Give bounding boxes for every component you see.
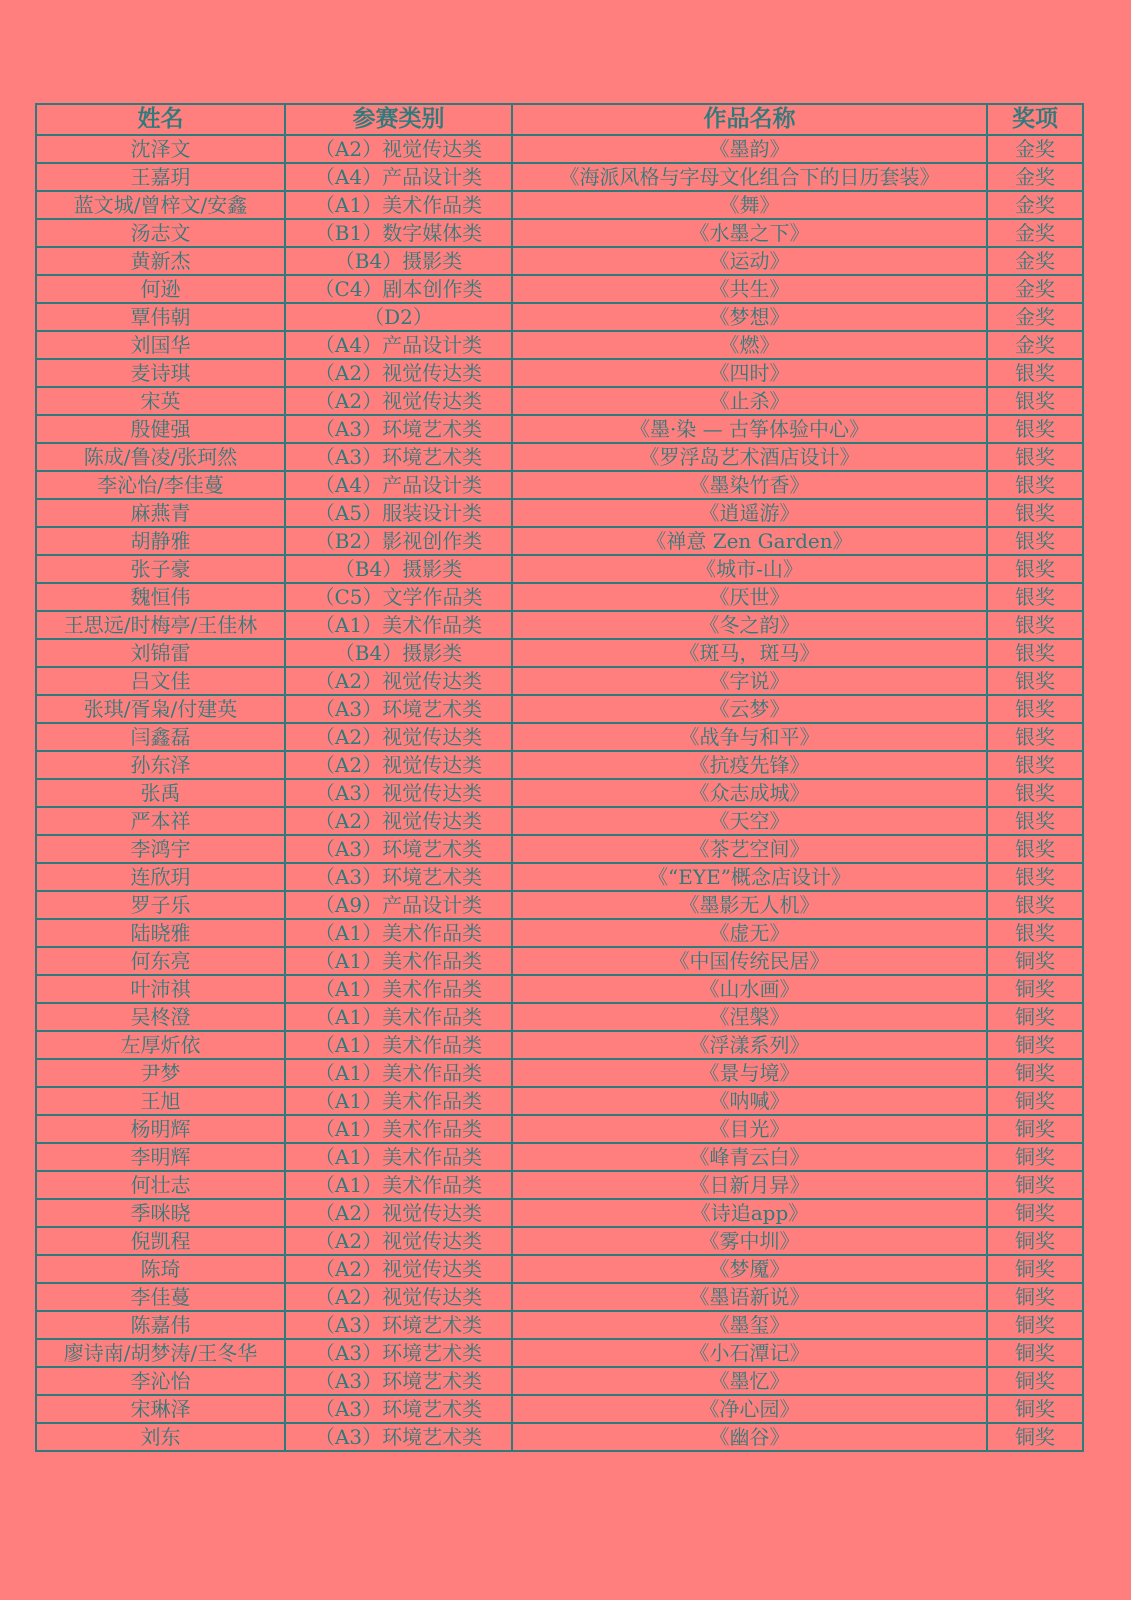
table-row (36, 667, 1083, 695)
cell-category: （B1）数字媒体类 (285, 219, 512, 247)
table-row (36, 359, 1083, 387)
cell-award: 银奖 (987, 359, 1083, 387)
cell-award: 铜奖 (987, 1199, 1083, 1227)
cell-category: （A2）视觉传达类 (285, 1255, 512, 1283)
table-row (36, 275, 1083, 303)
table-row (36, 695, 1083, 723)
cell-work: 《云梦》 (512, 695, 987, 723)
cell-work: 《罗浮岛艺术酒店设计》 (512, 443, 987, 471)
cell-award: 银奖 (987, 723, 1083, 751)
table-row (36, 891, 1083, 919)
cell-award: 金奖 (987, 247, 1083, 275)
cell-category: （A3）视觉传达类 (285, 779, 512, 807)
cell-name: 刘东 (36, 1423, 285, 1451)
cell-name: 麦诗琪 (36, 359, 285, 387)
cell-name: 覃伟朝 (36, 303, 285, 331)
cell-award: 银奖 (987, 891, 1083, 919)
cell-name: 张子豪 (36, 555, 285, 583)
table-row (36, 639, 1083, 667)
table-row (36, 527, 1083, 555)
table-row (36, 975, 1083, 1003)
cell-category: （A2）视觉传达类 (285, 1283, 512, 1311)
cell-award: 银奖 (987, 807, 1083, 835)
cell-work: 《止杀》 (512, 387, 987, 415)
table-row (36, 303, 1083, 331)
cell-work: 《幽谷》 (512, 1423, 987, 1451)
cell-category: （B4）摄影类 (285, 555, 512, 583)
cell-award: 铜奖 (987, 1143, 1083, 1171)
cell-name: 王嘉玥 (36, 163, 285, 191)
cell-award: 银奖 (987, 555, 1083, 583)
cell-category: （C5）文学作品类 (285, 583, 512, 611)
cell-work: 《墨染竹香》 (512, 471, 987, 499)
header-row (36, 104, 1083, 135)
cell-work: 《城市-山》 (512, 555, 987, 583)
cell-name: 杨明辉 (36, 1115, 285, 1143)
cell-work: 《墨·染 — 古筝体验中心》 (512, 415, 987, 443)
cell-category: （A4）产品设计类 (285, 163, 512, 191)
cell-category: （D2） (285, 303, 512, 331)
cell-award: 铜奖 (987, 1171, 1083, 1199)
cell-work: 《虚无》 (512, 919, 987, 947)
cell-award: 银奖 (987, 751, 1083, 779)
cell-category: （A1）美术作品类 (285, 1143, 512, 1171)
cell-category: （B4）摄影类 (285, 639, 512, 667)
table-row (36, 191, 1083, 219)
cell-award: 铜奖 (987, 1059, 1083, 1087)
cell-work: 《景与境》 (512, 1059, 987, 1087)
cell-work: 《逍遥游》 (512, 499, 987, 527)
cell-category: （A2）视觉传达类 (285, 751, 512, 779)
cell-award: 铜奖 (987, 1395, 1083, 1423)
cell-category: （A5）服装设计类 (285, 499, 512, 527)
cell-award: 银奖 (987, 695, 1083, 723)
cell-award: 银奖 (987, 387, 1083, 415)
cell-name: 严本祥 (36, 807, 285, 835)
cell-name: 尹梦 (36, 1059, 285, 1087)
table-row (36, 863, 1083, 891)
cell-category: （A2）视觉传达类 (285, 135, 512, 163)
cell-award: 金奖 (987, 275, 1083, 303)
cell-name: 沈泽文 (36, 135, 285, 163)
cell-award: 铜奖 (987, 1339, 1083, 1367)
table-row (36, 135, 1083, 163)
cell-work: 《“EYE”概念店设计》 (512, 863, 987, 891)
cell-name: 蓝文城/曾梓文/安鑫 (36, 191, 285, 219)
table-row (36, 1227, 1083, 1255)
cell-name: 王思远/时梅亭/王佳林 (36, 611, 285, 639)
table-row (36, 1255, 1083, 1283)
cell-award: 金奖 (987, 331, 1083, 359)
cell-category: （A9）产品设计类 (285, 891, 512, 919)
awards-table (35, 103, 1084, 1452)
table-row (36, 1003, 1083, 1031)
table-row (36, 1115, 1083, 1143)
cell-category: （A2）视觉传达类 (285, 807, 512, 835)
cell-award: 银奖 (987, 611, 1083, 639)
cell-work: 《中国传统民居》 (512, 947, 987, 975)
cell-work: 《天空》 (512, 807, 987, 835)
cell-award: 银奖 (987, 583, 1083, 611)
cell-award: 银奖 (987, 835, 1083, 863)
cell-category: （A3）环境艺术类 (285, 1339, 512, 1367)
cell-name: 刘国华 (36, 331, 285, 359)
cell-award: 银奖 (987, 639, 1083, 667)
cell-category: （A1）美术作品类 (285, 919, 512, 947)
header-work: 作品名称 (512, 104, 987, 135)
cell-name: 李明辉 (36, 1143, 285, 1171)
cell-category: （A1）美术作品类 (285, 1171, 512, 1199)
cell-name: 廖诗南/胡梦涛/王冬华 (36, 1339, 285, 1367)
cell-award: 铜奖 (987, 1227, 1083, 1255)
cell-category: （A3）环境艺术类 (285, 835, 512, 863)
cell-award: 铜奖 (987, 1087, 1083, 1115)
cell-award: 金奖 (987, 303, 1083, 331)
cell-category: （A1）美术作品类 (285, 947, 512, 975)
table-row (36, 247, 1083, 275)
cell-name: 刘锦雷 (36, 639, 285, 667)
cell-name: 宋英 (36, 387, 285, 415)
cell-category: （A1）美术作品类 (285, 191, 512, 219)
cell-name: 汤志文 (36, 219, 285, 247)
table-row (36, 163, 1083, 191)
cell-name: 闫鑫磊 (36, 723, 285, 751)
table-row (36, 471, 1083, 499)
table-header (36, 104, 1083, 135)
table-row (36, 219, 1083, 247)
cell-name: 魏恒伟 (36, 583, 285, 611)
table-row (36, 1395, 1083, 1423)
cell-award: 银奖 (987, 443, 1083, 471)
cell-award: 铜奖 (987, 1255, 1083, 1283)
cell-name: 连欣玥 (36, 863, 285, 891)
cell-work: 《茶艺空间》 (512, 835, 987, 863)
cell-name: 何壮志 (36, 1171, 285, 1199)
cell-name: 王旭 (36, 1087, 285, 1115)
cell-work: 《小石潭记》 (512, 1339, 987, 1367)
cell-work: 《目光》 (512, 1115, 987, 1143)
cell-category: （A3）环境艺术类 (285, 1423, 512, 1451)
cell-category: （A1）美术作品类 (285, 1059, 512, 1087)
cell-work: 《斑马，斑马》 (512, 639, 987, 667)
cell-award: 金奖 (987, 135, 1083, 163)
cell-category: （A3）环境艺术类 (285, 415, 512, 443)
cell-name: 何东亮 (36, 947, 285, 975)
cell-category: （A3）环境艺术类 (285, 1395, 512, 1423)
cell-name: 孙东泽 (36, 751, 285, 779)
cell-work: 《墨忆》 (512, 1367, 987, 1395)
cell-award: 金奖 (987, 163, 1083, 191)
table-row (36, 779, 1083, 807)
cell-name: 吕文佳 (36, 667, 285, 695)
cell-name: 李鸿宇 (36, 835, 285, 863)
cell-category: （A3）环境艺术类 (285, 443, 512, 471)
table-row (36, 1087, 1083, 1115)
cell-award: 银奖 (987, 667, 1083, 695)
table-row (36, 1171, 1083, 1199)
cell-award: 金奖 (987, 191, 1083, 219)
cell-work: 《诗追app》 (512, 1199, 987, 1227)
cell-category: （A2）视觉传达类 (285, 1199, 512, 1227)
cell-work: 《舞》 (512, 191, 987, 219)
table-row (36, 1367, 1083, 1395)
table-row (36, 1031, 1083, 1059)
cell-award: 铜奖 (987, 975, 1083, 1003)
table-row (36, 835, 1083, 863)
cell-work: 《冬之韵》 (512, 611, 987, 639)
cell-award: 银奖 (987, 779, 1083, 807)
cell-work: 《浮漾系列》 (512, 1031, 987, 1059)
cell-name: 陆晓雅 (36, 919, 285, 947)
cell-award: 银奖 (987, 527, 1083, 555)
header-award: 奖项 (987, 104, 1083, 135)
cell-category: （A1）美术作品类 (285, 1031, 512, 1059)
table-row (36, 1339, 1083, 1367)
cell-category: （A1）美术作品类 (285, 975, 512, 1003)
table-row (36, 1199, 1083, 1227)
cell-work: 《运动》 (512, 247, 987, 275)
cell-category: （A2）视觉传达类 (285, 667, 512, 695)
cell-category: （A3）环境艺术类 (285, 1367, 512, 1395)
cell-work: 《峰青云白》 (512, 1143, 987, 1171)
cell-work: 《抗疫先锋》 (512, 751, 987, 779)
table-row (36, 499, 1083, 527)
cell-award: 铜奖 (987, 1283, 1083, 1311)
cell-name: 李佳蔓 (36, 1283, 285, 1311)
cell-award: 铜奖 (987, 947, 1083, 975)
cell-work: 《厌世》 (512, 583, 987, 611)
cell-work: 《海派风格与字母文化组合下的日历套装》 (512, 163, 987, 191)
cell-award: 铜奖 (987, 1423, 1083, 1451)
cell-name: 何逊 (36, 275, 285, 303)
table-row (36, 751, 1083, 779)
cell-name: 陈琦 (36, 1255, 285, 1283)
cell-category: （A2）视觉传达类 (285, 723, 512, 751)
cell-name: 叶沛祺 (36, 975, 285, 1003)
cell-work: 《战争与和平》 (512, 723, 987, 751)
table-row (36, 387, 1083, 415)
cell-award: 银奖 (987, 863, 1083, 891)
table-row (36, 1143, 1083, 1171)
table-row (36, 1059, 1083, 1087)
cell-name: 宋琳泽 (36, 1395, 285, 1423)
cell-name: 麻燕青 (36, 499, 285, 527)
cell-category: （A2）视觉传达类 (285, 1227, 512, 1255)
cell-award: 银奖 (987, 471, 1083, 499)
cell-category: （A4）产品设计类 (285, 471, 512, 499)
cell-name: 李沁怡 (36, 1367, 285, 1395)
cell-work: 《呐喊》 (512, 1087, 987, 1115)
cell-work: 《众志成城》 (512, 779, 987, 807)
cell-name: 陈嘉伟 (36, 1311, 285, 1339)
cell-category: （A1）美术作品类 (285, 1003, 512, 1031)
cell-name: 陈成/鲁凌/张珂然 (36, 443, 285, 471)
cell-award: 银奖 (987, 499, 1083, 527)
cell-name: 胡静雅 (36, 527, 285, 555)
cell-work: 《涅槃》 (512, 1003, 987, 1031)
cell-category: （A1）美术作品类 (285, 611, 512, 639)
cell-category: （A3）环境艺术类 (285, 695, 512, 723)
cell-category: （B2）影视创作类 (285, 527, 512, 555)
cell-work: 《墨韵》 (512, 135, 987, 163)
cell-name: 左厚炘依 (36, 1031, 285, 1059)
cell-name: 殷健强 (36, 415, 285, 443)
cell-category: （A3）环境艺术类 (285, 1311, 512, 1339)
cell-work: 《墨影无人机》 (512, 891, 987, 919)
table-row (36, 555, 1083, 583)
table-row (36, 583, 1083, 611)
cell-work: 《字说》 (512, 667, 987, 695)
cell-work: 《水墨之下》 (512, 219, 987, 247)
cell-name: 张禹 (36, 779, 285, 807)
table-row (36, 443, 1083, 471)
table-row (36, 331, 1083, 359)
cell-award: 铜奖 (987, 1367, 1083, 1395)
cell-name: 倪凯程 (36, 1227, 285, 1255)
cell-name: 季咪晓 (36, 1199, 285, 1227)
table-row (36, 1423, 1083, 1451)
table-row (36, 611, 1083, 639)
cell-category: （A4）产品设计类 (285, 331, 512, 359)
cell-award: 银奖 (987, 415, 1083, 443)
cell-work: 《燃》 (512, 331, 987, 359)
cell-category: （A2）视觉传达类 (285, 359, 512, 387)
cell-work: 《梦魇》 (512, 1255, 987, 1283)
table-row (36, 1283, 1083, 1311)
cell-name: 吴柊澄 (36, 1003, 285, 1031)
cell-name: 李沁怡/李佳蔓 (36, 471, 285, 499)
cell-award: 铜奖 (987, 1311, 1083, 1339)
table-row (36, 807, 1083, 835)
cell-work: 《雾中圳》 (512, 1227, 987, 1255)
cell-category: （A2）视觉传达类 (285, 387, 512, 415)
cell-category: （C4）剧本创作类 (285, 275, 512, 303)
cell-work: 《墨语新说》 (512, 1283, 987, 1311)
cell-work: 《日新月异》 (512, 1171, 987, 1199)
cell-category: （A3）环境艺术类 (285, 863, 512, 891)
cell-work: 《四时》 (512, 359, 987, 387)
cell-award: 铜奖 (987, 1003, 1083, 1031)
cell-work: 《禅意 Zen Garden》 (512, 527, 987, 555)
header-name: 姓名 (36, 104, 285, 135)
cell-category: （B4）摄影类 (285, 247, 512, 275)
table-row (36, 723, 1083, 751)
table-row (36, 1311, 1083, 1339)
cell-award: 铜奖 (987, 1031, 1083, 1059)
cell-name: 罗子乐 (36, 891, 285, 919)
cell-work: 《梦想》 (512, 303, 987, 331)
table-row (36, 415, 1083, 443)
header-category: 参赛类别 (285, 104, 512, 135)
cell-work: 《墨玺》 (512, 1311, 987, 1339)
cell-category: （A1）美术作品类 (285, 1087, 512, 1115)
cell-award: 铜奖 (987, 1115, 1083, 1143)
cell-work: 《共生》 (512, 275, 987, 303)
cell-work: 《净心园》 (512, 1395, 987, 1423)
table-row (36, 947, 1083, 975)
cell-work: 《山水画》 (512, 975, 987, 1003)
cell-award: 银奖 (987, 919, 1083, 947)
cell-name: 张琪/胥枭/付建英 (36, 695, 285, 723)
cell-name: 黄新杰 (36, 247, 285, 275)
cell-category: （A1）美术作品类 (285, 1115, 512, 1143)
table-row (36, 919, 1083, 947)
table-body (36, 135, 1083, 1451)
cell-award: 金奖 (987, 219, 1083, 247)
